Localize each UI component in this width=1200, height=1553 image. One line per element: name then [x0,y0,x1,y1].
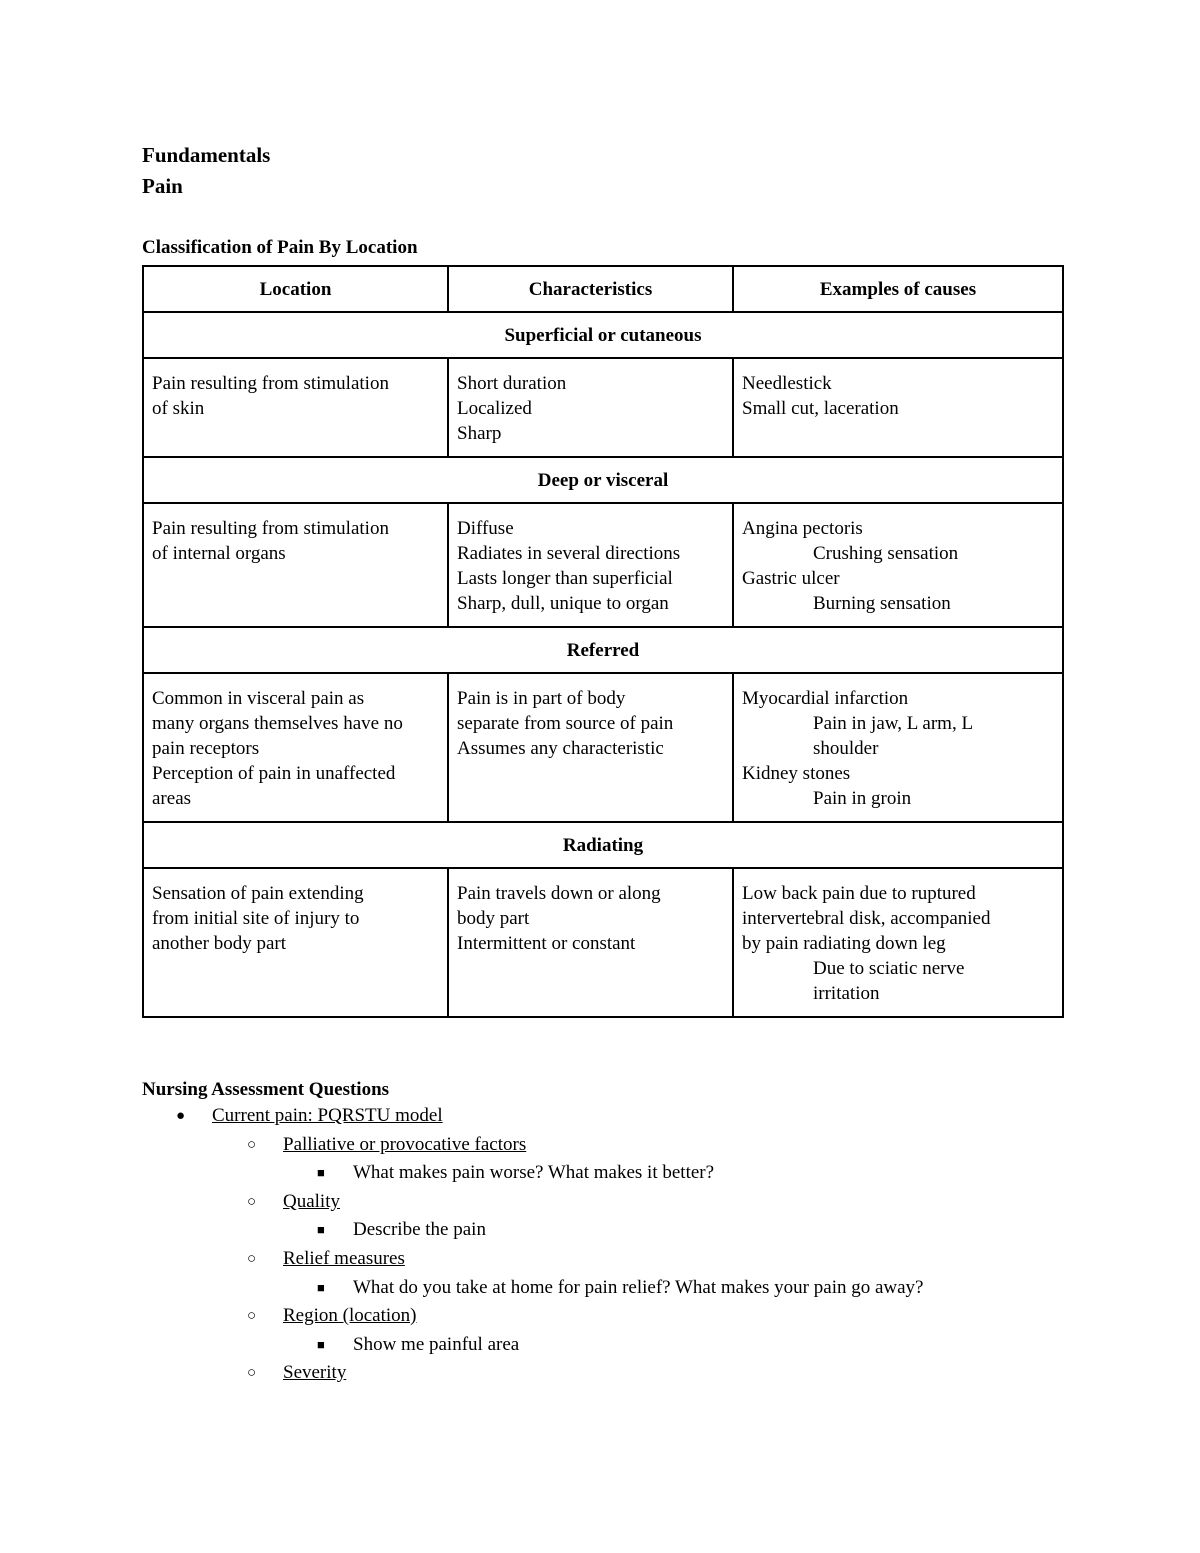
list-item-text: Describe the pain [353,1219,486,1241]
list-item-label: Current pain: PQRSTU model [212,1105,443,1126]
characteristics-cell [448,358,733,457]
cell-line: Short duration [457,373,567,394]
list-item [142,1245,1062,1302]
cell-line: by pain radiating down leg [742,933,946,954]
cell-line: Radiates in several directions [457,543,681,564]
square-bullet-icon: ■ [317,1165,325,1181]
square-bullet-icon: ■ [317,1336,325,1352]
list-item [142,1274,1062,1303]
document-title: Fundamentals [142,143,271,167]
location-cell [143,673,448,822]
table-group-row [143,822,1063,868]
table-group-row [143,457,1063,503]
examples-cell [733,673,1063,822]
table-group-row [143,312,1063,358]
cell-line: Pain travels down or along [457,883,661,904]
cell-line: of internal organs [152,543,286,564]
column-header-characteristics: Characteristics [448,266,733,312]
location-cell [143,503,448,627]
hollow-circle-bullet-icon: ○ [247,1308,257,1325]
location-cell [143,358,448,457]
cell-line: Pain resulting from stimulation [152,373,389,394]
location-cell [143,868,448,1017]
cell-line: Low back pain due to ruptured [742,883,976,904]
cell-line: Perception of pain in unaffected [152,763,396,784]
column-header-location: Location [143,266,448,312]
table-row [143,358,1063,457]
cell-line: Gastric ulcer [742,568,840,589]
table-group-heading: Superficial or cutaneous [143,312,1063,358]
cell-line: Pain in groin [813,788,912,809]
cell-line: from initial site of injury to [152,908,360,929]
cell-line: Pain resulting from stimulation [152,518,389,539]
cell-line: Intermittent or constant [457,933,636,954]
list-item [142,1102,1062,1388]
column-header-examples: Examples of causes [733,266,1063,312]
table-body [143,312,1063,1017]
cell-line: irritation [813,983,880,1004]
table-row [143,868,1063,1017]
filled-circle-bullet-icon: ● [176,1108,186,1124]
table-group-row [143,627,1063,673]
cell-line: Angina pectoris [742,518,863,539]
nursing-assessment-heading: Nursing Assessment Questions [142,1079,390,1100]
cell-line: Needlestick [742,373,832,394]
table-group-heading: Deep or visceral [143,457,1063,503]
cell-line: Due to sciatic nerve [813,958,965,979]
cell-line: Myocardial infarction [742,688,909,709]
nursing-assessment-list [142,1102,1062,1388]
list-item [142,1359,1062,1388]
cell-line: Pain in jaw, L arm, L [813,713,974,734]
cell-line: Common in visceral pain as [152,688,365,709]
cell-line: Burning sensation [813,593,951,614]
list-item-label: Region (location) [283,1305,417,1327]
hollow-circle-bullet-icon: ○ [247,1193,257,1210]
table-row [143,503,1063,627]
cell-line: Lasts longer than superficial [457,568,673,589]
list-item-label: Quality [283,1190,340,1212]
cell-line: Small cut, laceration [742,398,899,419]
cell-line: Crushing sensation [813,543,959,564]
cell-line: shoulder [813,738,879,759]
hollow-circle-bullet-icon: ○ [247,1365,257,1382]
list-item [142,1131,1062,1188]
document-page [142,140,1062,1388]
cell-line: Diffuse [457,518,514,539]
list-item [142,1159,1062,1188]
list-item [142,1188,1062,1245]
hollow-circle-bullet-icon: ○ [247,1250,257,1267]
cell-line: Assumes any characteristic [457,738,664,759]
cell-line: separate from source of pain [457,713,674,734]
cell-line: Sharp [457,423,502,444]
cell-line: pain receptors [152,738,260,759]
list-item-text: What do you take at home for pain relief? What makes your pain go away? [353,1276,924,1298]
examples-cell [733,503,1063,627]
cell-line: areas [152,788,192,809]
list-item-label: Palliative or provocative factors [283,1133,527,1155]
list-item [142,1302,1062,1359]
list-item-text: Show me painful area [353,1333,520,1355]
table-group-heading: Referred [143,627,1063,673]
characteristics-cell [448,503,733,627]
list-item [142,1331,1062,1360]
list-item-label: Severity [283,1362,347,1384]
list-item [142,1216,1062,1245]
table-header-row [143,266,1063,312]
cell-line: Sharp, dull, unique to organ [457,593,669,614]
square-bullet-icon: ■ [317,1222,325,1238]
pain-classification-table [142,265,1064,1018]
cell-line: Pain is in part of body [457,688,626,709]
cell-line: of skin [152,398,205,419]
cell-line: Sensation of pain extending [152,883,364,904]
cell-line: Kidney stones [742,763,851,784]
cell-line: intervertebral disk, accompanied [742,908,991,929]
document-subtitle: Pain [142,174,183,198]
square-bullet-icon: ■ [317,1279,325,1295]
characteristics-cell [448,673,733,822]
examples-cell [733,868,1063,1017]
classification-heading: Classification of Pain By Location [142,237,418,258]
characteristics-cell [448,868,733,1017]
table-row [143,673,1063,822]
list-item-label: Relief measures [283,1247,405,1269]
cell-line: another body part [152,933,287,954]
examples-cell [733,358,1063,457]
hollow-circle-bullet-icon: ○ [247,1136,257,1153]
cell-line: Localized [457,398,532,419]
table-group-heading: Radiating [143,822,1063,868]
cell-line: body part [457,908,530,929]
list-item-text: What makes pain worse? What makes it better? [353,1162,715,1184]
cell-line: many organs themselves have no [152,713,403,734]
